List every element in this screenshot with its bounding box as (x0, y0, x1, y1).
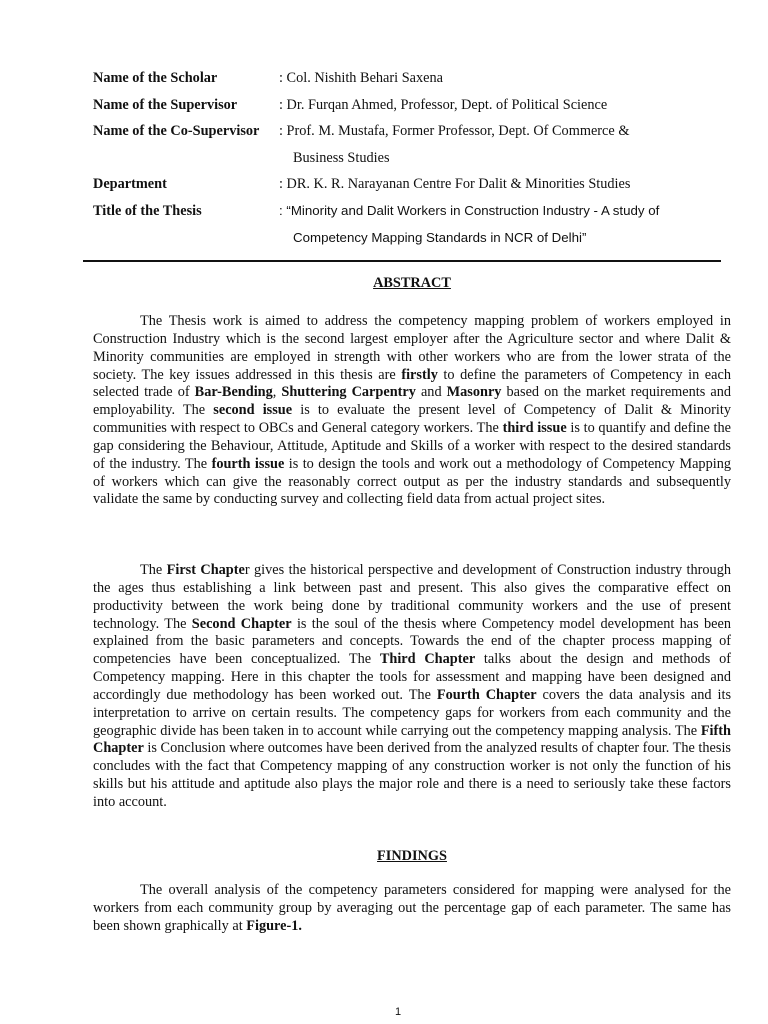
keyword-second-issue: second issue (213, 402, 293, 419)
abstract-paragraph-2: The First Chapter gives the historical perspective and development of Construction industry through the ages thus establishing a link between past and present. This also gives the comparative effect on productivity between the work being done by traditional community workers and the use of present technology. The Second Chapter is the soul of the thesis where Competency model development has been explained from the basic parameters and concepts. Towards the end of the chapter process mapping of competencies have been conceptualized. The Third Chapter talks about the design and methods of Competency mapping. Here in this chapter the tools for assessment and mapping have been designed and accordingly due methodology has been worked out. The Fourth Chapter covers the data analysis and its interpretation to arrive on certain results. The competency gaps for workers from each community and the geographic divide has been taken in to account while carrying out the competency mapping analysis. The Fifth Chapter is Conclusion where outcomes have been derived from the analyzed results of chapter four. The thesis concludes with the fact that Competency mapping of any construction worker is not only the function of his skills but his attitude and aptitude also plays the major role and there is a need to seriously take these factors into account. (93, 562, 732, 810)
supervisor-row (93, 94, 733, 121)
abstract-paragraph-1: The Thesis work is aimed to address the competency mapping problem of workers employed in Construction Industry which is the second largest employer after the Agriculture sector and where Dalit & Minority communities are employed in strength with other workers who are from the lower strata of the society. The key issues addressed in this thesis are firstly to define the parameters of Competency in each selected trade of Bar-Bending, Shuttering Carpentry and Masonry based on the market requirements and employability. The second issue is to evaluate the present level of Competency of Dalit & Minority communities with respect to OBCs and General category workers. The third issue is to quantify and define the gap considering the Behaviour, Attitude, Aptitude and Skills of a worker with respect to the desired standards of the industry. The fourth issue is to design the tools and work out a methodology of Competency Mapping of workers which can give the reasonably correct output as per the industry standards and subsequently validate the same by conducting survey and collecting field data from actual project sites. (93, 313, 732, 508)
keyword-fifth-chapter: Fifth Chapter (93, 722, 731, 757)
thesis-metadata (93, 67, 733, 253)
abstract-heading: ABSTRACT (373, 275, 451, 291)
keyword-first-chapter: First Chapte (166, 562, 245, 578)
thesis-title-row (93, 200, 733, 227)
header-divider (83, 260, 721, 262)
supervisor-value: : Dr. Furqan Ahmed, Professor, Dept. of Political Science (279, 96, 608, 113)
keyword-firstly: firstly (401, 366, 438, 383)
department-value: : DR. K. R. Narayanan Centre For Dalit & Minorities Studies (279, 176, 631, 193)
department-row (93, 173, 733, 200)
findings-paragraph: The overall analysis of the competency parameters considered for mapping were analysed for the workers from each community group by averaging out the percentage gap of each parameter. The same has been shown graphically at Figure-1. (93, 882, 731, 934)
page-number: 1 (394, 1006, 402, 1018)
thesis-title-value: : “Minority and Dalit Workers in Construction Industry - A study of (279, 202, 660, 218)
scholar-label: Name of the Scholar (93, 70, 218, 86)
keyword-second-chapter: Second Chapter (191, 615, 292, 632)
findings-heading: FINDINGS (377, 848, 447, 864)
keyword-third-issue: third issue (502, 420, 567, 437)
co-supervisor-value-cont: Business Studies (293, 149, 390, 166)
scholar-row (93, 67, 733, 94)
co-supervisor-row (93, 120, 733, 147)
keyword-masonry: Masonry (446, 384, 502, 401)
co-supervisor-label: Name of the Co-Supervisor (93, 123, 260, 140)
keyword-bar-bending: Bar-Bending (194, 384, 273, 401)
keyword-shuttering-carpentry: Shuttering Carpentry (281, 384, 416, 401)
thesis-title-label: Title of the Thesis (93, 202, 202, 219)
keyword-fourth-issue: fourth issue (211, 455, 285, 472)
supervisor-label: Name of the Supervisor (93, 96, 238, 113)
keyword-third-chapter: Third Chapter (379, 651, 476, 668)
department-label: Department (93, 176, 167, 193)
co-supervisor-row-cont (93, 147, 733, 174)
keyword-fourth-chapter: Fourth Chapter (436, 686, 537, 703)
thesis-title-value-cont: Competency Mapping Standards in NCR of Delhi” (293, 229, 587, 245)
scholar-value: : Col. Nishith Behari Saxena (279, 70, 443, 86)
thesis-title-row-cont (93, 227, 733, 254)
co-supervisor-value: : Prof. M. Mustafa, Former Professor, Dept. Of Commerce & (279, 123, 630, 140)
figure-reference: Figure-1. (246, 917, 302, 934)
